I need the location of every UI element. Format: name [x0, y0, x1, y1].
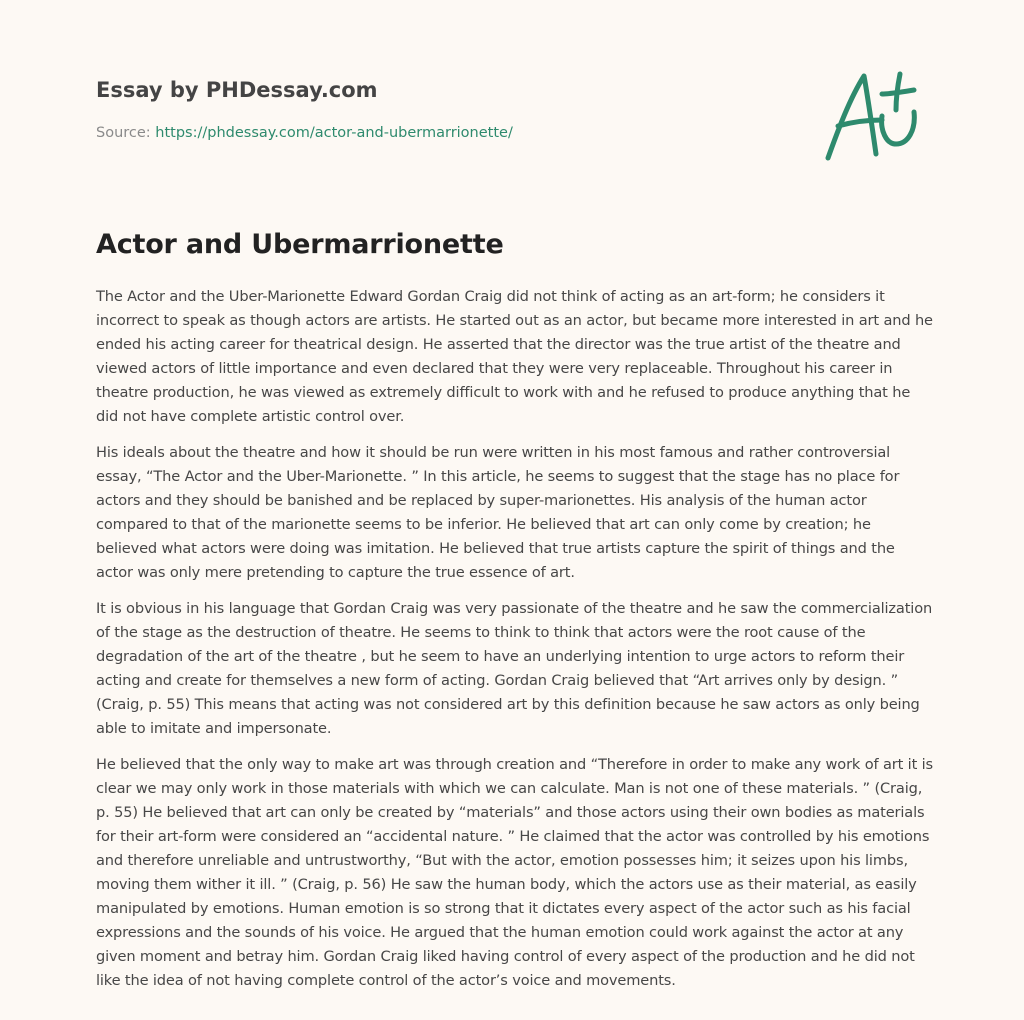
article-body: [96, 285, 936, 1005]
article-title: Actor and Ubermarrionette: [96, 229, 504, 260]
article-paragraph: The Actor and the Uber-Marionette Edward Gordan Craig did not think of acting as an art-form; he considers it incorrect to speak as though actors are artists. He started out as an actor, but became more interested in art and he ended his acting career for theatrical design. He asserted that the director was the true artist of the theatre and viewed actors of little importance and even declared that they were very replaceable. Throughout his career in theatre production, he was viewed as extremely difficult to work with and he refused to produce anything that he did not have complete artistic control over.: [96, 288, 933, 425]
source-line: [96, 123, 513, 143]
source-label: Source:: [96, 125, 156, 141]
article-paragraph: It is obvious in his language that Gordan Craig was very passionate of the theatre and he saw the commercialization of the stage as the destruction of theatre. He seems to think to think that actors were the root cause of the degradation of the art of the theatre , but he seem to have an underlying intention to urge actors to reform their acting and create for themselves a new form of acting. Gordan Craig believed that “Art arrives only by design. ” (Craig, p. 55) This means that acting was not considered art by this definition because he saw actors as only being able to imitate and impersonate.: [96, 600, 933, 737]
source-link[interactable]: https://phdessay.com/actor-and-ubermarrionette/: [155, 125, 513, 141]
a-plus-logo-icon: [824, 68, 928, 164]
page-header: [96, 0, 928, 200]
article-paragraph: He believed that the only way to make art was through creation and “Therefore in order to make any work of art it is clear we may only work in those materials with which we can calculate. Man is not one of these materials. ” (Craig, p. 55) He believed that art can only be created by “materials” and those actors using their own bodies as materials for their art-form were considered an “accidental nature. ” He claimed that the actor was controlled by his emotions and therefore unreliable and untrustworthy, “But with the actor, emotion possesses him; it seizes upon his limbs, moving them wither it ill. ” (Craig, p. 56) He saw the human body, which the actors use as their material, as easily manipulated by emotions. Human emotion is so strong that it dictates every aspect of the actor such as his facial expressions and the sounds of his voice. He argued that the human emotion could work against the actor at any given moment and betray him. Gordan Craig liked having control of every aspect of the production and he did not like the idea of not having complete control of the actor’s voice and movements.: [96, 756, 934, 989]
brand-title: Essay by PHDessay.com: [96, 78, 378, 102]
article-paragraph: His ideals about the theatre and how it should be run were written in his most famous and rather controversial essay, “The Actor and the Uber-Marionette. ” In this article, he seems to suggest that the stage has no place for actors and they should be banished and be replaced by super-marionettes. His analysis of the human actor compared to that of the marionette seems to be inferior. He believed that art can only come by creation; he believed what actors were doing was imitation. He believed that true artists capture the spirit of things and the actor was only mere pretending to capture the true essence of art.: [96, 444, 900, 581]
